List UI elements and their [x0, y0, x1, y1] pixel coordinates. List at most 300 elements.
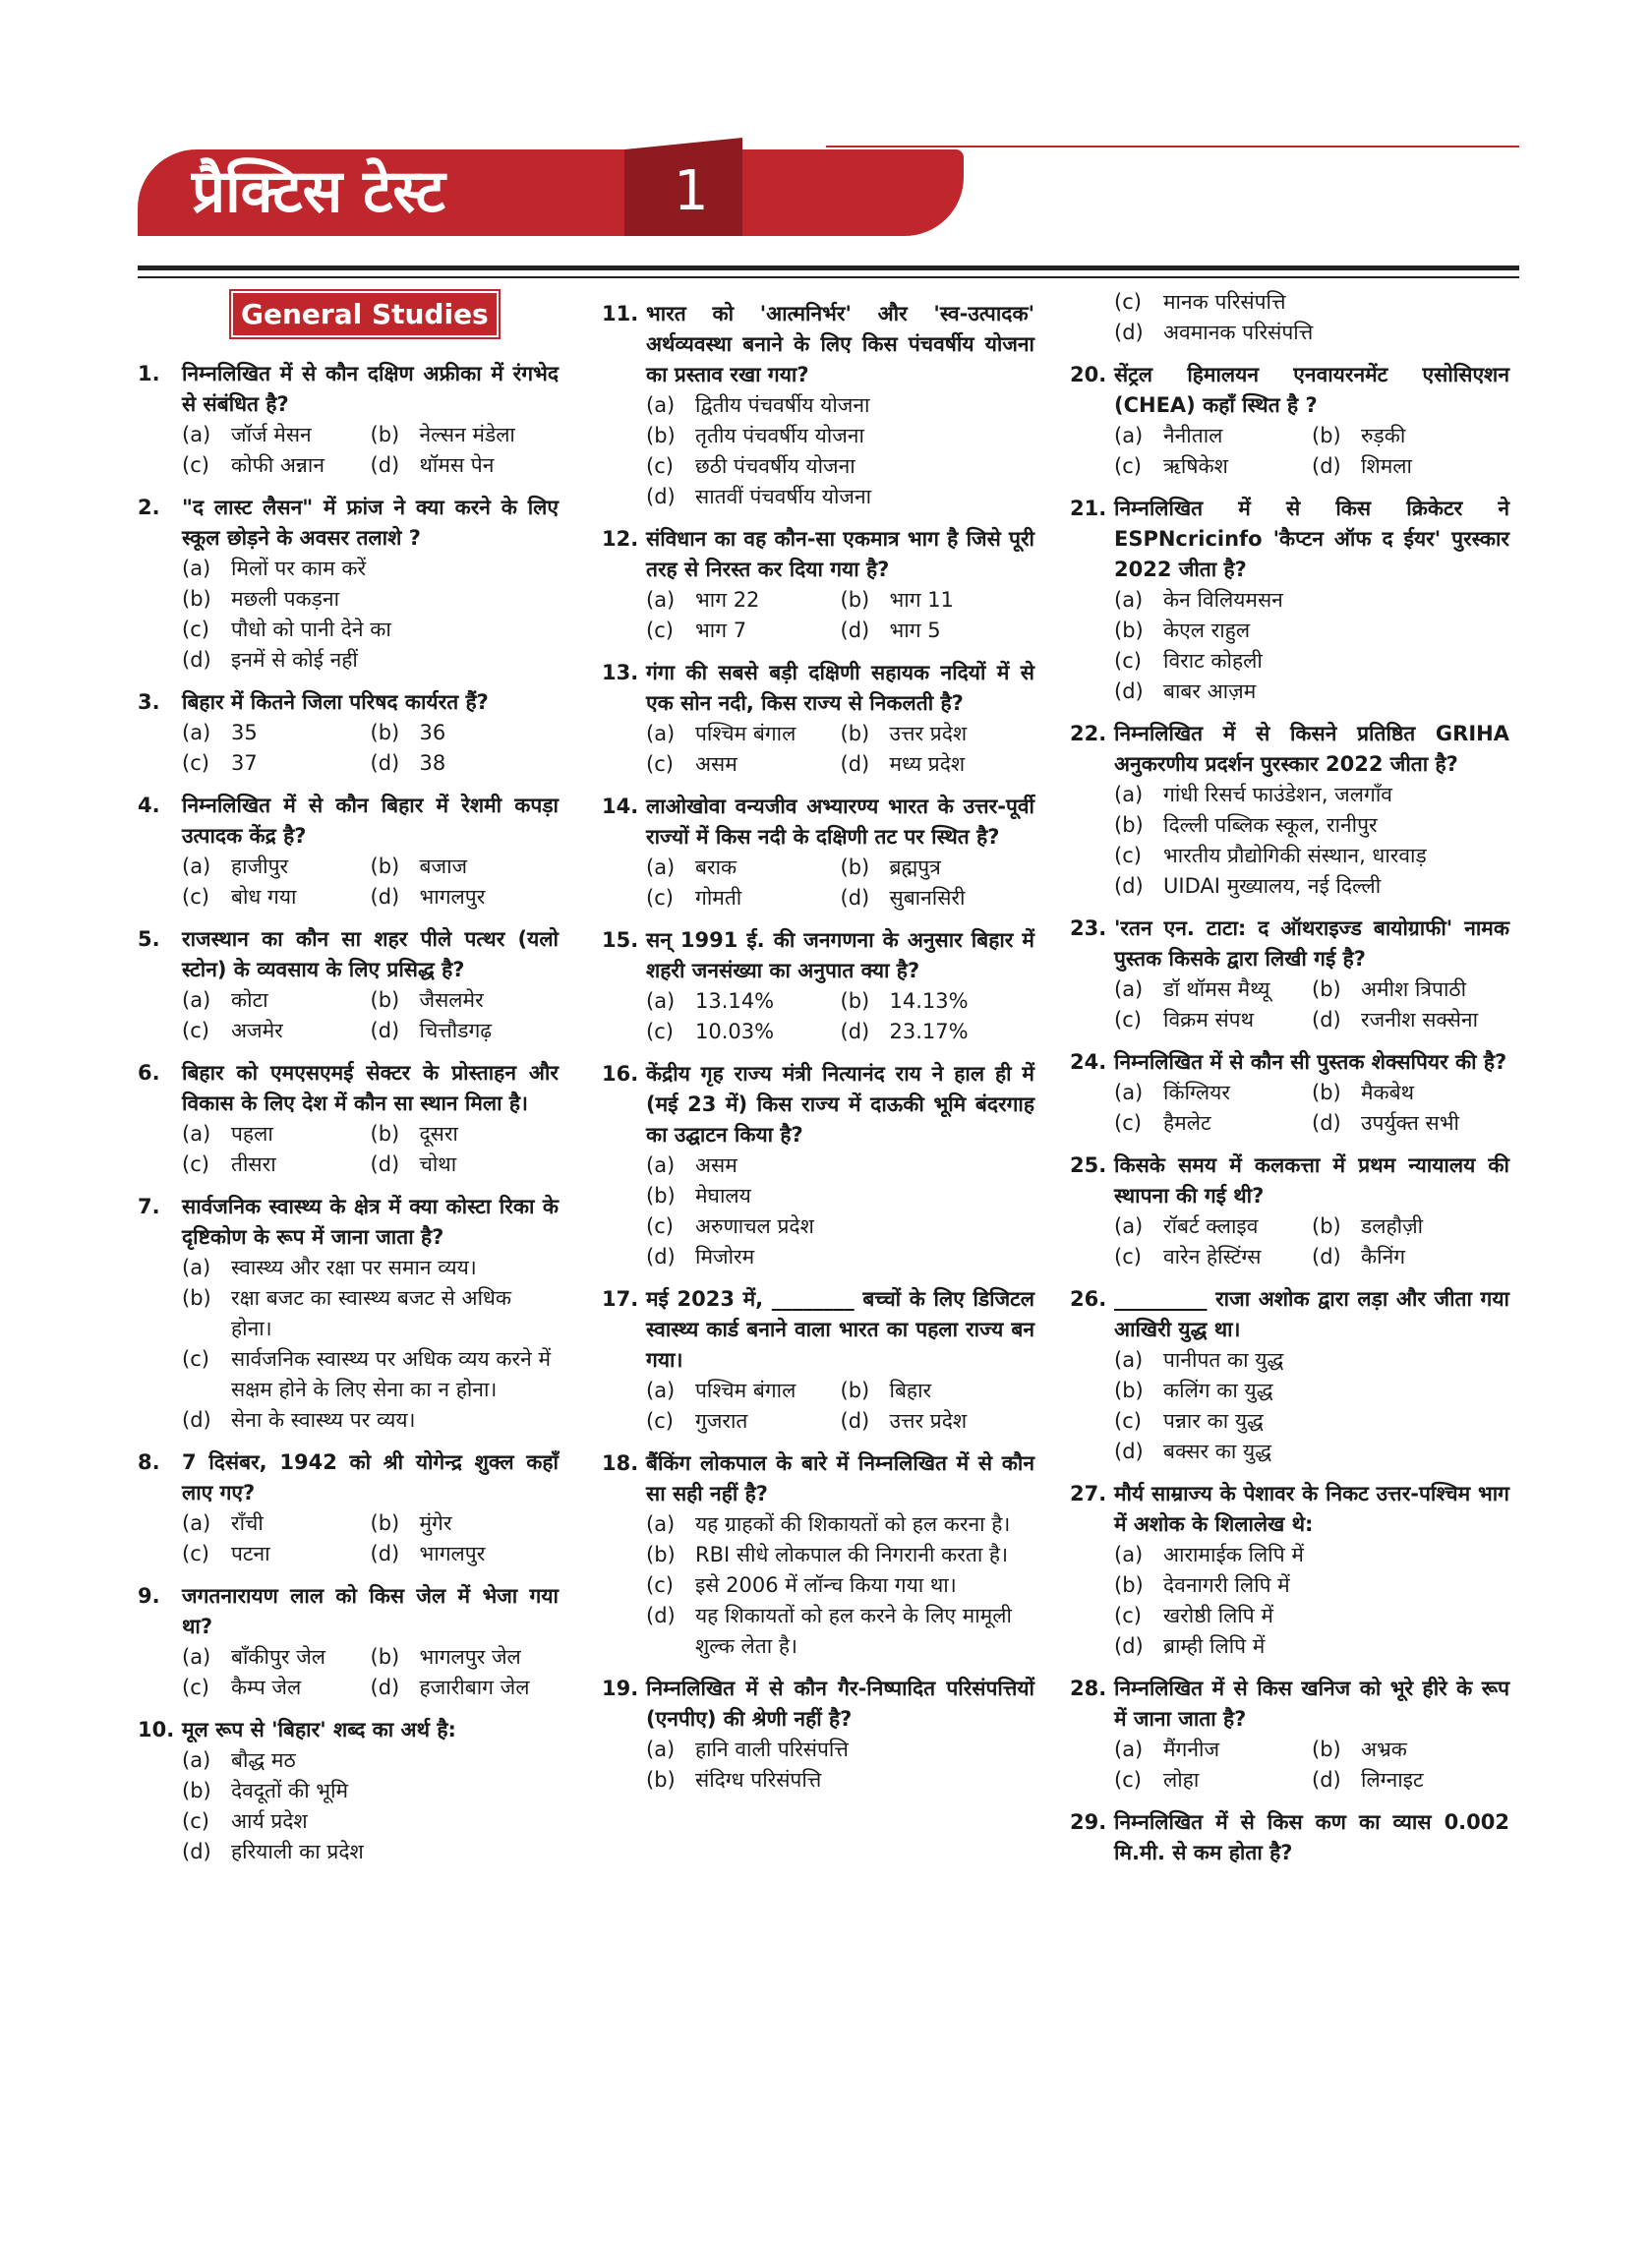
- question-number: 21.: [1070, 497, 1107, 520]
- option-row: [182, 1539, 559, 1569]
- question-body: [1114, 914, 1509, 1035]
- question-text: निम्नलिखित में से किस क्रिकेटर ने ESPNcricinfo 'कैप्टन ऑफ द ईयर' पुरस्कार 2022 जीता है?: [1114, 497, 1509, 581]
- option-letter: (d): [1114, 321, 1144, 344]
- option-letter: (c): [646, 1020, 674, 1043]
- option-row: [1114, 1570, 1509, 1601]
- option-text: बजाज: [419, 855, 468, 878]
- option-letter: (b): [646, 1768, 676, 1792]
- question-2: [138, 493, 559, 676]
- option: [182, 1283, 559, 1344]
- option-text: दूसरा: [419, 1122, 458, 1146]
- question-number: 7.: [138, 1195, 160, 1218]
- question-number: [1070, 287, 1114, 348]
- option: [646, 719, 841, 749]
- question-1: [138, 359, 559, 481]
- option: [182, 615, 559, 645]
- option-text: संदिग्ध परिसंपत्ति: [695, 1768, 822, 1792]
- option-letter: (c): [1114, 1008, 1142, 1032]
- option-text: उपर्युक्त सभी: [1361, 1111, 1459, 1135]
- option: [1312, 1765, 1509, 1796]
- option: [1114, 810, 1509, 841]
- option-letter: (b): [646, 1184, 676, 1208]
- option-row: [182, 718, 559, 748]
- option-letter: (d): [840, 1020, 870, 1043]
- option-text: 23.17%: [889, 1020, 969, 1043]
- option-row: [182, 1119, 559, 1150]
- question-text: लाओखोवा वन्यजीव अभ्यारण्य भारत के उत्तर-पूर्वी राज्यों में किस नदी के दक्षिणी तट पर स्थित है?: [646, 795, 1034, 849]
- question-number: 8.: [138, 1450, 160, 1474]
- option-text: चोथा: [419, 1152, 457, 1176]
- option-letter: (a): [1114, 1348, 1144, 1372]
- option-letter: (a): [1114, 1738, 1144, 1761]
- header-rule-thin: [138, 276, 1519, 278]
- option: [1114, 616, 1509, 646]
- option-letter: (b): [370, 423, 400, 446]
- option-row: [646, 1181, 1034, 1211]
- option: [841, 1406, 1035, 1437]
- option-row: [182, 748, 559, 779]
- question-16: [602, 1059, 1034, 1272]
- option-letter: (a): [182, 1748, 211, 1772]
- option-letter: (a): [646, 1512, 676, 1536]
- option: [1114, 1570, 1509, 1601]
- option-text: नेल्सन मंडेला: [419, 423, 515, 446]
- option-text: ब्राम्ही लिपि में: [1163, 1634, 1266, 1658]
- option-text: गांधी रिसर्च फाउंडेशन, जलगाँव: [1163, 783, 1392, 806]
- option-text: भागलपुर जेल: [419, 1645, 521, 1669]
- question-text: गंगा की सबसे बड़ी दक्षिणी सहायक नदियों में से एक सोन नदी, किस राज्य से निकलती है?: [646, 661, 1034, 715]
- option: [1312, 1211, 1509, 1242]
- question-text: मूल रूप से 'बिहार' शब्द का अर्थ है:: [182, 1718, 456, 1741]
- question-12: [602, 524, 1034, 646]
- option-row: [646, 1242, 1034, 1272]
- option: [1312, 1242, 1509, 1272]
- option: [371, 985, 560, 1016]
- option-letter: (a): [646, 989, 676, 1013]
- option: [646, 883, 841, 914]
- option-row: [646, 1150, 1034, 1181]
- option: [182, 1673, 371, 1703]
- option: [646, 1406, 841, 1437]
- question-body: [182, 1192, 559, 1436]
- question-body: [646, 1284, 1034, 1437]
- option-letter: (d): [1312, 1768, 1341, 1792]
- option-letter: (b): [840, 856, 870, 879]
- option-text: इनमें से कोई नहीं: [231, 648, 358, 672]
- option: [182, 420, 371, 450]
- option-text: बोध गया: [231, 885, 297, 909]
- option: [1114, 871, 1509, 902]
- option-letter: (a): [1114, 1081, 1144, 1104]
- option-text: कोफी अन्नान: [231, 453, 324, 477]
- option-letter: (b): [370, 855, 400, 878]
- option: [1114, 1376, 1509, 1406]
- option: [646, 1211, 1034, 1242]
- option-text: भाग 11: [889, 588, 954, 612]
- option-letter: (c): [182, 751, 209, 775]
- option-row: [182, 1837, 559, 1867]
- option-row: [1114, 287, 1509, 318]
- option-letter: (d): [840, 752, 870, 776]
- option-row: [1114, 1540, 1509, 1570]
- question-number: 12.: [602, 527, 639, 551]
- option-letter: (a): [646, 1153, 676, 1177]
- question-text: राजस्थान का कौन सा शहर पीले पत्थर (यलो स्टोन) के व्यवसाय के लिए प्रसिद्ध है?: [182, 927, 559, 981]
- option-letter: (b): [840, 722, 870, 745]
- option: [1312, 1108, 1509, 1139]
- option-text: जॉर्ज मेसन: [231, 423, 312, 446]
- option-text: यह शिकायतों को हल करने के लिए मामूली शुल्क लेता है।: [695, 1604, 1012, 1658]
- option: [182, 1508, 371, 1539]
- question-number: 10.: [138, 1718, 175, 1741]
- option-letter: (b): [182, 1286, 211, 1310]
- option-letter: (a): [1114, 588, 1144, 612]
- question-number: 24.: [1070, 1050, 1107, 1074]
- question-body: [1114, 360, 1509, 482]
- option: [1114, 287, 1509, 318]
- question-body: [1114, 1150, 1509, 1272]
- option-row: [1114, 585, 1509, 616]
- option-letter: (b): [182, 587, 211, 611]
- option: [841, 585, 1035, 616]
- option: [1114, 1345, 1509, 1376]
- option-row: [182, 1745, 559, 1776]
- column-2: [602, 287, 1034, 1796]
- option: [646, 390, 1034, 421]
- option-text: द्वितीय पंचवर्षीय योजना: [695, 393, 870, 417]
- option-row: [646, 1765, 1034, 1796]
- option-text: रुड़की: [1361, 424, 1406, 447]
- option: [646, 1601, 1034, 1662]
- question-body: [646, 299, 1034, 512]
- question-number: 27.: [1070, 1482, 1107, 1505]
- option-row: [182, 1344, 559, 1405]
- option-text: किंग्लियर: [1163, 1081, 1230, 1104]
- option-text: अभ्रक: [1361, 1738, 1407, 1761]
- option-text: ब्रह्मपुत्र: [889, 856, 941, 879]
- option-letter: (c): [182, 1676, 209, 1699]
- option-letter: (c): [646, 1409, 674, 1433]
- option: [841, 1017, 1035, 1047]
- question-8: [138, 1447, 559, 1569]
- question-23: [1070, 914, 1509, 1035]
- option-letter: (b): [370, 1511, 400, 1535]
- option: [1114, 1406, 1509, 1437]
- question-7: [138, 1192, 559, 1436]
- question-body: [182, 359, 559, 481]
- question-26: [1070, 1284, 1509, 1467]
- option: [1114, 1540, 1509, 1570]
- option-letter: (c): [1114, 1768, 1142, 1792]
- option: [646, 421, 1034, 451]
- option-text: पानीपत का युद्ध: [1163, 1348, 1284, 1372]
- question-text: _________ राजा अशोक द्वारा लड़ा और जीता गया आखिरी युद्ध था।: [1114, 1287, 1509, 1341]
- option-text: मानक परिसंपत्ति: [1163, 290, 1286, 314]
- option-text: आरामाईक लिपि में: [1163, 1543, 1304, 1566]
- option-letter: (b): [1114, 813, 1144, 837]
- option-letter: (c): [1114, 1111, 1142, 1135]
- option: [182, 1119, 371, 1150]
- option-letter: (b): [1114, 1379, 1144, 1402]
- option-text: पश्चिम बंगाल: [695, 1379, 796, 1402]
- option: [182, 1837, 559, 1867]
- option-text: बिहार: [889, 1379, 932, 1402]
- option-letter: (d): [370, 1019, 400, 1042]
- question-text: "द लास्ट लैसन" में फ्रांज ने क्या करने के लिए स्कूल छोड़ने के अवसर तलाशे ?: [182, 496, 559, 550]
- option-letter: (d): [370, 1676, 400, 1699]
- question-number: 16.: [602, 1062, 639, 1086]
- option-row: [1114, 1735, 1509, 1765]
- option-text: ऋषिकेश: [1163, 454, 1228, 478]
- option-row: [182, 1642, 559, 1673]
- option-letter: (a): [646, 393, 676, 417]
- question-number: 13.: [602, 661, 639, 684]
- option-row: [1114, 1078, 1509, 1108]
- option-text: हजारीबाग जेल: [419, 1676, 530, 1699]
- question-text: बैंकिंग लोकपाल के बारे में निम्नलिखित में से कौन सा सही नहीं है?: [646, 1451, 1034, 1505]
- question-body: [182, 1715, 559, 1867]
- question-body: [646, 925, 1034, 1047]
- option: [646, 616, 841, 646]
- option-text: केन विलियमसन: [1163, 588, 1283, 612]
- question-text: निम्नलिखित में से कौन बिहार में रेशमी कपड़ा उत्पादक केंद्र है?: [182, 794, 559, 848]
- option-text: हानि वाली परिसंपत्ति: [695, 1738, 849, 1761]
- option: [182, 1405, 559, 1436]
- option: [182, 645, 559, 676]
- option-row: [182, 1673, 559, 1703]
- question-17: [602, 1284, 1034, 1437]
- option-letter: (d): [1312, 454, 1341, 478]
- option-text: रक्षा बजट का स्वास्थ्य बजट से अधिक होना।: [231, 1286, 512, 1340]
- question-3: [138, 687, 559, 779]
- option: [1114, 1765, 1312, 1796]
- option: [182, 450, 371, 481]
- option: [1114, 1211, 1312, 1242]
- question-number: 22.: [1070, 722, 1107, 745]
- option-text: 36: [419, 721, 446, 744]
- question-text: सार्वजनिक स्वास्थ्य के क्षेत्र में क्या कोस्टा रिका के दृष्टिकोण के रूप में जाना जाता है?: [182, 1195, 559, 1249]
- question-body: [182, 1058, 559, 1180]
- option-text: मध्य प्रदेश: [889, 752, 966, 776]
- option: [182, 1776, 559, 1806]
- option-text: भाग 22: [695, 588, 760, 612]
- question-number: 14.: [602, 795, 639, 818]
- option-text: मेघालय: [695, 1184, 751, 1208]
- option: [371, 1016, 560, 1046]
- question-10: [138, 1715, 559, 1867]
- option-letter: (c): [182, 885, 209, 909]
- option-row: [1114, 1631, 1509, 1662]
- question-body: [646, 792, 1034, 914]
- option-letter: (d): [182, 1408, 211, 1432]
- question-number: 9.: [138, 1584, 160, 1608]
- question-number: 11.: [602, 302, 639, 325]
- option-letter: (d): [646, 485, 676, 508]
- option-text: RBI सीधे लोकपाल की निगरानी करता है।: [695, 1543, 1009, 1566]
- option-letter: (d): [182, 648, 211, 672]
- question-text: 7 दिसंबर, 1942 को श्री योगेन्द्र शुक्ल कहाँ लाए गए?: [182, 1450, 559, 1504]
- option: [646, 585, 841, 616]
- question-text: बिहार में कितने जिला परिषद कार्यरत हैं?: [182, 690, 489, 714]
- option-text: दिल्ली पब्लिक स्कूल, रानीपुर: [1163, 813, 1378, 837]
- option: [182, 852, 371, 882]
- question-number: 25.: [1070, 1153, 1107, 1177]
- question-body: [182, 791, 559, 913]
- option-text: देवदूतों की भूमि: [231, 1779, 349, 1802]
- option: [371, 1642, 560, 1673]
- option: [371, 1508, 560, 1539]
- option-row: [646, 1376, 1034, 1406]
- option: [182, 1150, 371, 1180]
- option-text: 13.14%: [695, 989, 775, 1013]
- option-letter: (c): [646, 1573, 674, 1597]
- option-text: राँची: [231, 1511, 264, 1535]
- option: [841, 719, 1035, 749]
- option-letter: (d): [370, 751, 400, 775]
- option-letter: (d): [370, 453, 400, 477]
- option-text: मैकबेथ: [1361, 1081, 1415, 1104]
- option-row: [182, 882, 559, 913]
- option: [841, 986, 1035, 1017]
- option-letter: (c): [646, 886, 674, 910]
- test-number: 1: [674, 159, 709, 223]
- option-row: [646, 1406, 1034, 1437]
- option: [182, 1344, 559, 1405]
- option: [371, 1673, 560, 1703]
- option-row: [646, 1540, 1034, 1570]
- option: [182, 1642, 371, 1673]
- option-letter: (c): [182, 618, 209, 641]
- question-body: [1114, 1674, 1509, 1796]
- option: [182, 1806, 559, 1837]
- option-row: [182, 1405, 559, 1436]
- option-row: [1114, 1345, 1509, 1376]
- option-row: [646, 853, 1034, 883]
- option-text: भाग 5: [889, 619, 941, 642]
- option: [371, 420, 560, 450]
- option-text: बाबर आज़म: [1163, 679, 1257, 703]
- option-text: लोहा: [1163, 1768, 1200, 1792]
- option: [1312, 1078, 1509, 1108]
- question-body: [182, 924, 559, 1046]
- option-row: [1114, 677, 1509, 707]
- option-text: कैम्प जेल: [231, 1676, 302, 1699]
- option-text: कोटा: [231, 988, 268, 1012]
- option: [182, 1016, 371, 1046]
- option-letter: (a): [182, 1511, 211, 1535]
- option-text: अरुणाचल प्रदेश: [695, 1214, 814, 1238]
- option: [182, 748, 371, 779]
- option-letter: (b): [646, 424, 676, 447]
- option-text: खरोष्ठी लिपि में: [1163, 1604, 1273, 1627]
- question-text: भारत को 'आत्मनिर्भर' और 'स्व-उत्पादक' अर्थव्यवस्था बनाने के लिए किस पंचवर्षीय योजना का प्रस्ताव रखा गया?: [646, 302, 1034, 386]
- option-letter: (a): [1114, 977, 1144, 1001]
- option-row: [646, 585, 1034, 616]
- option: [841, 853, 1035, 883]
- option-text: हाजीपुर: [231, 855, 289, 878]
- test-banner: [138, 138, 826, 236]
- question-body: [1114, 1807, 1509, 1868]
- question-15: [602, 925, 1034, 1047]
- option: [646, 1570, 1034, 1601]
- question-number: 29.: [1070, 1810, 1107, 1834]
- option-text: अमीश त्रिपाठी: [1361, 977, 1467, 1001]
- option: [646, 1509, 1034, 1540]
- option-text: डलहौज़ी: [1361, 1214, 1424, 1238]
- option-text: हैमलेट: [1163, 1111, 1211, 1135]
- option-text: उत्तर प्रदेश: [889, 1409, 968, 1433]
- option-text: बाँकीपुर जेल: [231, 1645, 326, 1669]
- column-3: [1070, 287, 1509, 1868]
- option: [1114, 1242, 1312, 1272]
- option-text: मिजोरम: [695, 1245, 755, 1268]
- question-number: 17.: [602, 1287, 639, 1311]
- question-body: [646, 658, 1034, 780]
- option-text: 37: [231, 751, 258, 775]
- option: [1114, 1735, 1312, 1765]
- question-text: सेंट्रल हिमालयन एनवायरनमेंट एसोसिएशन (CHEA) कहाँ स्थित है ?: [1114, 363, 1509, 417]
- option-row: [1114, 1437, 1509, 1467]
- question-text: मौर्य साम्राज्य के पेशावर के निकट उत्तर-पश्चिम भाग में अशोक के शिलालेख थे:: [1114, 1482, 1509, 1536]
- option-letter: (c): [1114, 844, 1142, 867]
- option: [1114, 646, 1509, 677]
- question-27: [1070, 1479, 1509, 1662]
- option: [646, 1150, 1034, 1181]
- option-letter: (a): [182, 1645, 211, 1669]
- option-row: [182, 615, 559, 645]
- option-row: [1114, 1765, 1509, 1796]
- question-text: जगतनारायण लाल को किस जेल में भेजा गया था?: [182, 1584, 559, 1638]
- option: [182, 1253, 559, 1283]
- option: [646, 1735, 1034, 1765]
- option-letter: (a): [182, 988, 211, 1012]
- option-text: इसे 2006 में लॉन्च किया गया था।: [695, 1573, 957, 1597]
- option-letter: (b): [182, 1779, 211, 1802]
- option-row: [646, 1570, 1034, 1601]
- question-text: किसके समय में कलकत्ता में प्रथम न्यायालय की स्थापना की गई थी?: [1114, 1153, 1509, 1208]
- option-row: [182, 1150, 559, 1180]
- option: [371, 1150, 560, 1180]
- option-row: [646, 421, 1034, 451]
- option-text: सार्वजनिक स्वास्थ्य पर अधिक व्यय करने में सक्षम होने के लिए सेना का न होना।: [231, 1347, 551, 1401]
- option-letter: (d): [1312, 1245, 1341, 1268]
- option-letter: (a): [1114, 1543, 1144, 1566]
- option: [182, 1745, 559, 1776]
- option-text: नैनीताल: [1163, 424, 1223, 447]
- question-body: [182, 1447, 559, 1569]
- option: [1114, 451, 1312, 482]
- option-letter: (b): [1114, 1573, 1144, 1597]
- option-letter: (b): [370, 721, 400, 744]
- option: [371, 748, 560, 779]
- option-letter: (c): [182, 1152, 209, 1176]
- option-letter: (d): [1114, 1634, 1144, 1658]
- option-letter: (d): [646, 1604, 676, 1627]
- option-letter: (c): [1114, 454, 1142, 478]
- question-number: 1.: [138, 362, 160, 385]
- option-row: [182, 450, 559, 481]
- option-letter: (c): [646, 752, 674, 776]
- option-row: [646, 451, 1034, 482]
- option-row: [646, 1735, 1034, 1765]
- option: [646, 853, 841, 883]
- question-body: [1114, 494, 1509, 707]
- option: [1114, 1631, 1509, 1662]
- option-letter: (b): [370, 988, 400, 1012]
- option: [182, 584, 559, 615]
- option-row: [1114, 1376, 1509, 1406]
- question-number: 4.: [138, 794, 160, 817]
